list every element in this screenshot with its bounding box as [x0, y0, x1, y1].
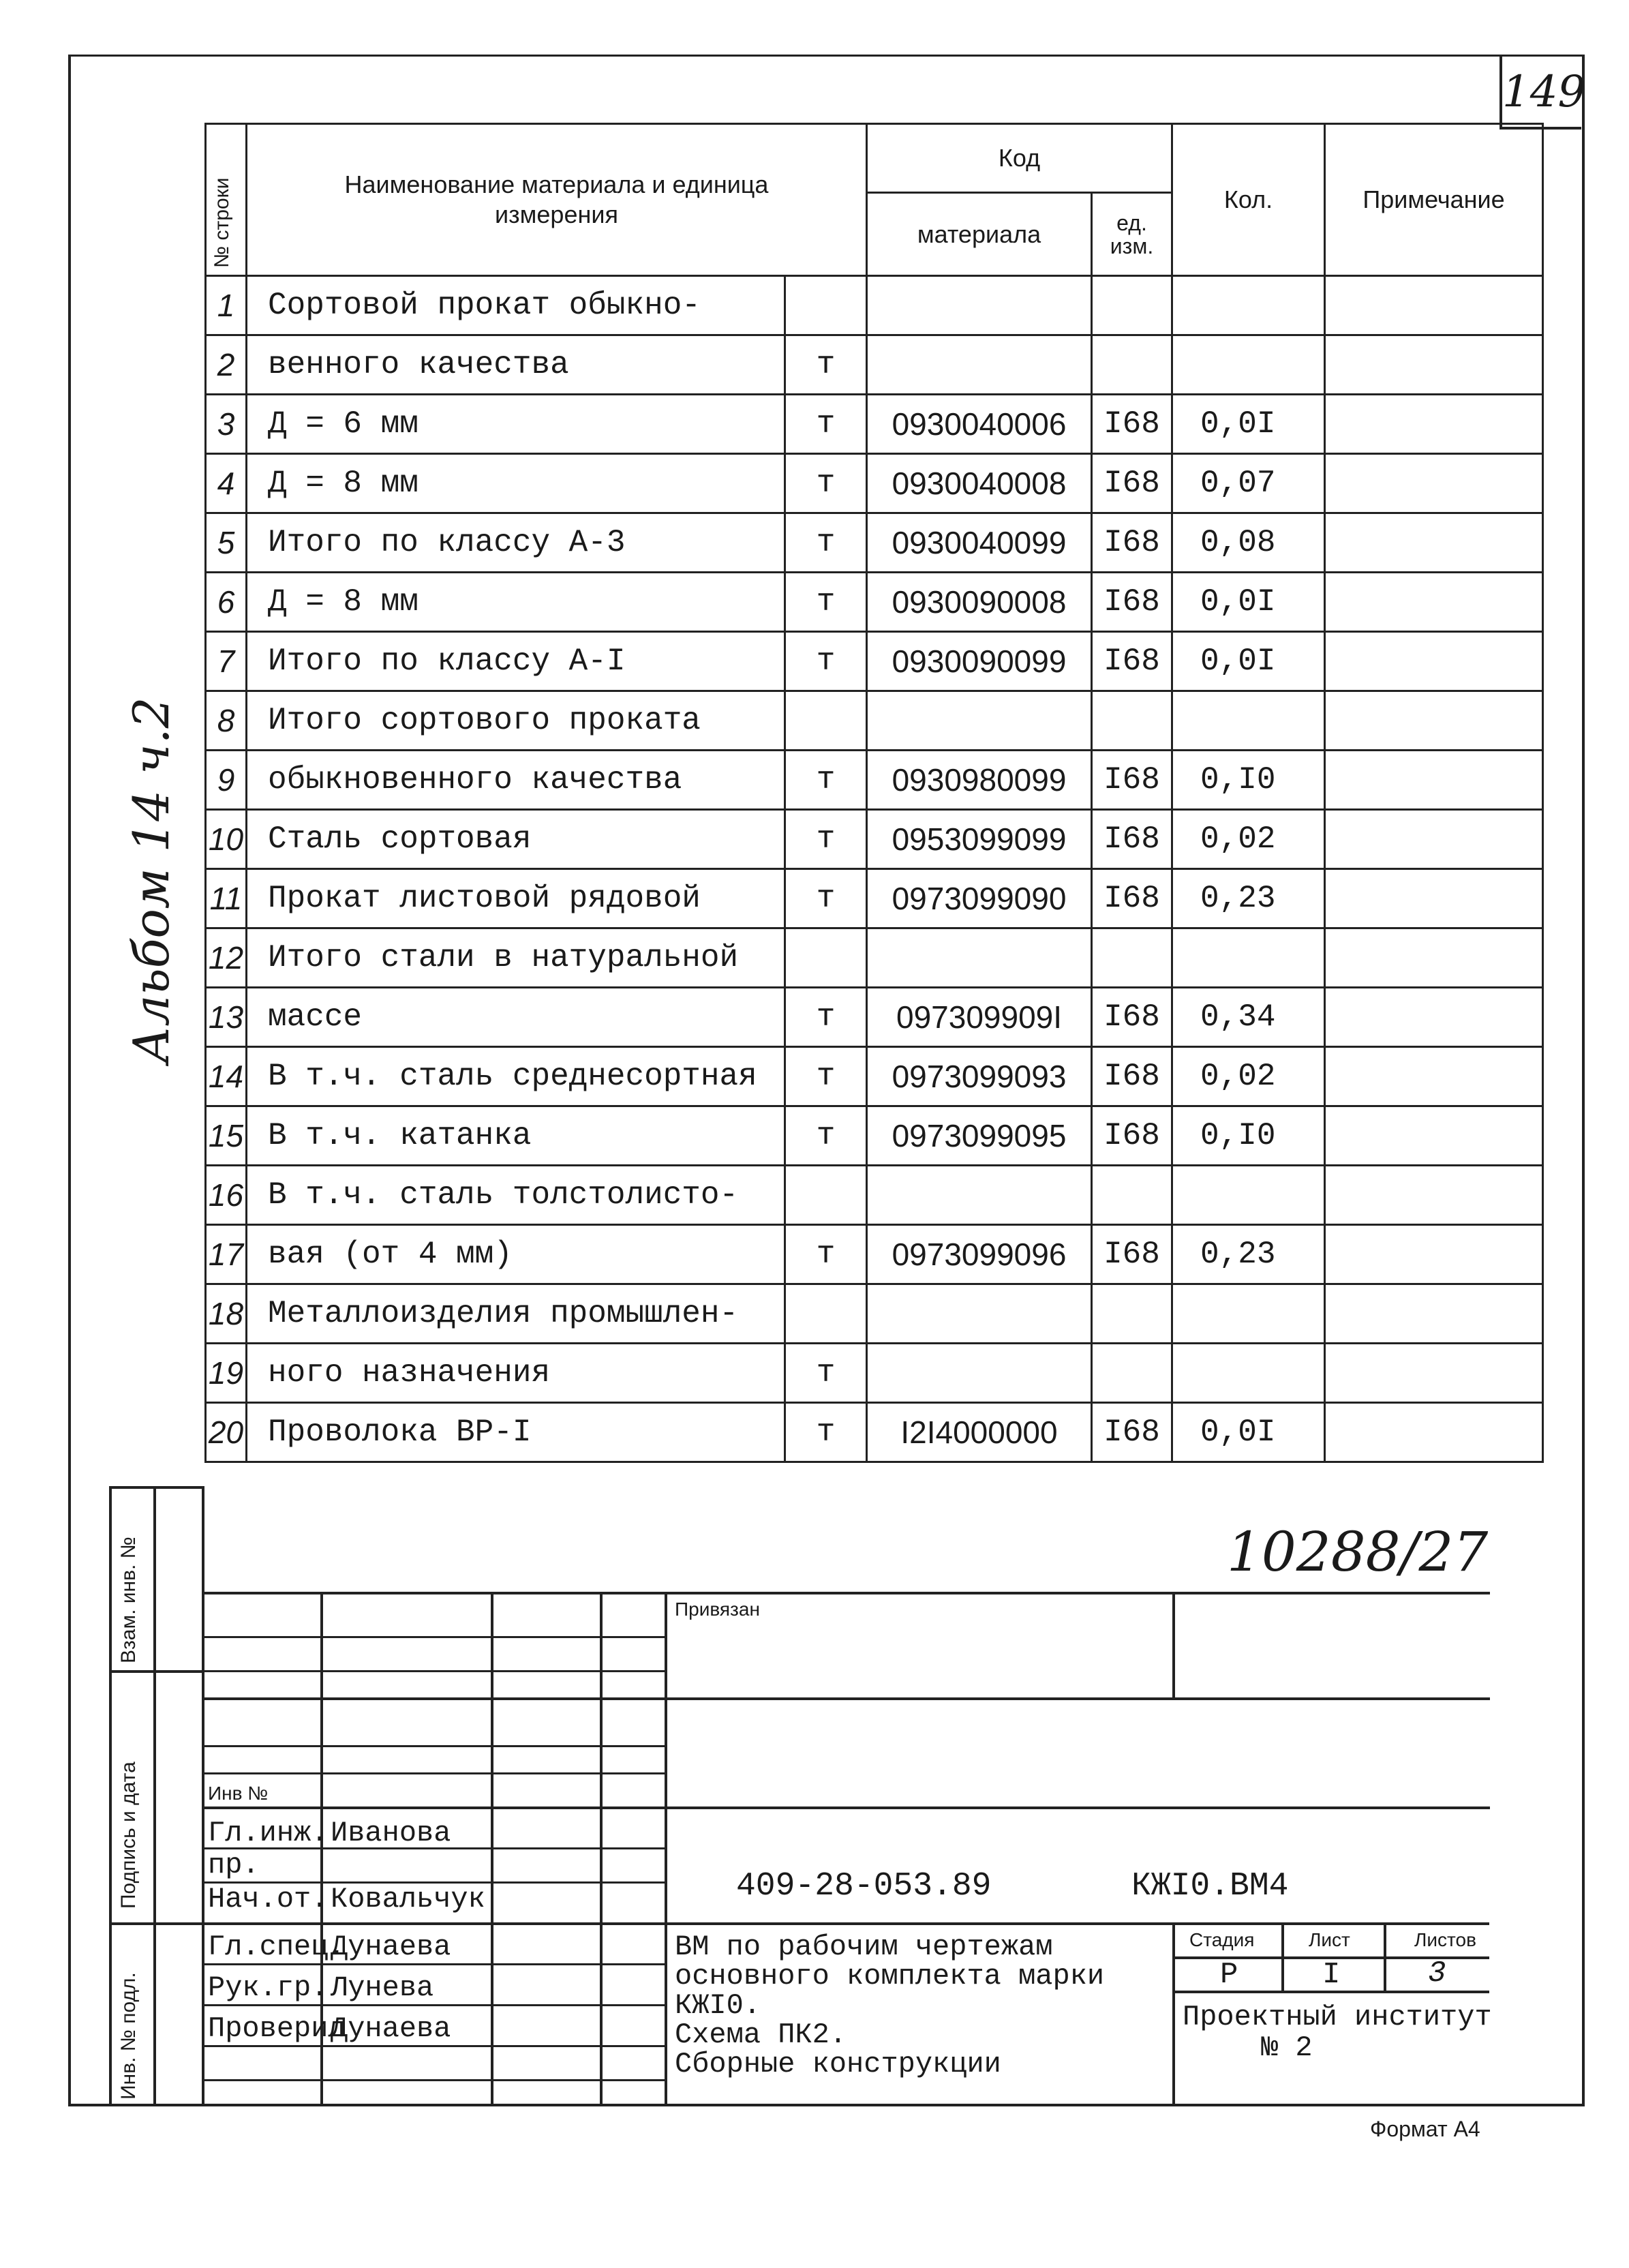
row-number: 2: [206, 335, 247, 395]
unit-code: [1092, 276, 1172, 335]
table-row: [206, 928, 1543, 988]
materials-table: [204, 123, 1544, 1463]
header-code-material: материала: [867, 193, 1092, 276]
row-number: 4: [206, 454, 247, 513]
quantity: 0,I0: [1172, 1106, 1325, 1166]
table-row: [206, 573, 1543, 632]
quantity: [1172, 276, 1325, 335]
material-name: Д = 6 мм: [247, 395, 785, 454]
signer-role: Проверил: [208, 2012, 346, 2045]
table-row: [206, 751, 1543, 810]
album-label: Альбом 14 ч.2: [123, 697, 180, 1063]
quantity: [1172, 1344, 1325, 1403]
unit-code: I68: [1092, 751, 1172, 810]
row-number: 19: [206, 1344, 247, 1403]
table-row: [206, 1403, 1543, 1462]
note: [1325, 1344, 1543, 1403]
stage-label: Стадия: [1189, 1929, 1255, 1950]
note: [1325, 513, 1543, 573]
material-code: 0973099093: [867, 1047, 1092, 1106]
unit: т: [785, 395, 867, 454]
signer-role: Гл.инж.: [208, 1817, 329, 1849]
quantity: 0,23: [1172, 869, 1325, 928]
material-name: венного качества: [247, 335, 785, 395]
material-name: Металлоизделия промышлен-: [247, 1284, 785, 1344]
quantity: [1172, 335, 1325, 395]
row-number: 7: [206, 632, 247, 691]
quantity: [1172, 1166, 1325, 1225]
quantity: [1172, 691, 1325, 751]
signer-name: Дунаева: [331, 1931, 451, 1963]
note: [1325, 1047, 1543, 1106]
material-name: Итого сортового проката: [247, 691, 785, 751]
signer-role: Рук.гр.: [208, 1971, 329, 2004]
unit-code: [1092, 691, 1172, 751]
header-qty: Кол.: [1172, 124, 1325, 276]
unit: т: [785, 1225, 867, 1284]
unit: [785, 928, 867, 988]
material-name: обыкновенного качества: [247, 751, 785, 810]
signer-name: Дунаева: [331, 2012, 451, 2045]
unit: т: [785, 1344, 867, 1403]
org-line-2: № 2: [1261, 2031, 1313, 2064]
note: [1325, 810, 1543, 869]
unit: [785, 276, 867, 335]
privyazan-label: Привязан: [675, 1599, 760, 1620]
quantity: [1172, 928, 1325, 988]
row-number: 13: [206, 988, 247, 1047]
note: [1325, 276, 1543, 335]
sheets-value: 3: [1428, 1956, 1446, 1991]
header-name: Наименование материала и единица измерения: [247, 124, 867, 276]
material-name: В т.ч. катанка: [247, 1106, 785, 1166]
unit-code: I68: [1092, 1403, 1172, 1462]
material-code: 0930980099: [867, 751, 1092, 810]
row-number: 1: [206, 276, 247, 335]
table-row: [206, 335, 1543, 395]
title-line-1: ВМ по рабочим чертежам: [675, 1931, 1053, 1963]
doc-mark: КЖI0.ВМ4: [1131, 1868, 1289, 1905]
unit: т: [785, 751, 867, 810]
quantity: 0,23: [1172, 1225, 1325, 1284]
unit: т: [785, 632, 867, 691]
unit: т: [785, 869, 867, 928]
quantity: 0,34: [1172, 988, 1325, 1047]
material-code: 0930090008: [867, 573, 1092, 632]
unit: т: [785, 454, 867, 513]
material-code: [867, 1166, 1092, 1225]
material-name: Проволока ВР-I: [247, 1403, 785, 1462]
title-line-4: Схема ПК2.: [675, 2018, 847, 2051]
row-number: 15: [206, 1106, 247, 1166]
table-row: [206, 1225, 1543, 1284]
table-row: [206, 988, 1543, 1047]
row-number: 5: [206, 513, 247, 573]
unit-code: I68: [1092, 395, 1172, 454]
note: [1325, 1106, 1543, 1166]
quantity: 0,02: [1172, 810, 1325, 869]
header-code-unit: ед. изм.: [1092, 193, 1172, 276]
title-line-3: КЖI0.: [675, 1989, 761, 2022]
material-code: [867, 1284, 1092, 1344]
table-row: [206, 1047, 1543, 1106]
material-code: [867, 928, 1092, 988]
material-code: [867, 691, 1092, 751]
material-name: массе: [247, 988, 785, 1047]
table-row: [206, 810, 1543, 869]
material-name: вая (от 4 мм): [247, 1225, 785, 1284]
material-name: Итого по классу А-3: [247, 513, 785, 573]
signer-name: Ковальчук: [331, 1883, 485, 1916]
title-line-2: основного комплекта марки: [675, 1960, 1105, 1993]
format-label: Формат А4: [1370, 2117, 1480, 2141]
material-name: Сортовой прокат обыкно-: [247, 276, 785, 335]
table-row: [206, 1284, 1543, 1344]
unit-code: [1092, 1166, 1172, 1225]
material-code: 0930040006: [867, 395, 1092, 454]
table-row: [206, 691, 1543, 751]
material-name: Сталь сортовая: [247, 810, 785, 869]
sheet-value: I: [1322, 1958, 1341, 1992]
unit-code: [1092, 335, 1172, 395]
unit: т: [785, 810, 867, 869]
table-row: [206, 869, 1543, 928]
side-label-vzam: Взам. инв. №: [117, 1537, 140, 1663]
quantity: 0,07: [1172, 454, 1325, 513]
quantity: 0,0I: [1172, 573, 1325, 632]
header-code: Код: [867, 124, 1172, 193]
unit-code: I68: [1092, 1106, 1172, 1166]
material-code: 097309909I: [867, 988, 1092, 1047]
unit-code: I68: [1092, 513, 1172, 573]
inv-no-label: Инв №: [208, 1783, 269, 1804]
sheet-label: Лист: [1309, 1929, 1350, 1950]
material-name: Д = 8 мм: [247, 573, 785, 632]
quantity: 0,0I: [1172, 395, 1325, 454]
doc-code: 409-28-053.89: [736, 1868, 992, 1905]
handwritten-number: 10288/27: [1227, 1520, 1489, 1584]
row-number: 3: [206, 395, 247, 454]
material-code: [867, 335, 1092, 395]
row-number: 10: [206, 810, 247, 869]
stage-value: Р: [1220, 1958, 1238, 1992]
table-row: [206, 513, 1543, 573]
material-code: [867, 1344, 1092, 1403]
org-line-1: Проектный институт: [1183, 2001, 1492, 2033]
header-note: Примечание: [1325, 124, 1543, 276]
note: [1325, 691, 1543, 751]
unit-code: I68: [1092, 1047, 1172, 1106]
signer-role: Нач.от.: [208, 1883, 329, 1916]
material-name: В т.ч. сталь толстолисто-: [247, 1166, 785, 1225]
unit: т: [785, 513, 867, 573]
note: [1325, 335, 1543, 395]
signer-role: пр.: [208, 1849, 260, 1881]
unit-code: [1092, 1344, 1172, 1403]
table-row: [206, 1106, 1543, 1166]
material-name: Прокат листовой рядовой: [247, 869, 785, 928]
signer-name: Иванова: [331, 1817, 451, 1849]
row-number: 16: [206, 1166, 247, 1225]
material-code: 0930040099: [867, 513, 1092, 573]
page-number: 149: [1499, 55, 1581, 130]
row-number: 11: [206, 869, 247, 928]
row-number: 20: [206, 1403, 247, 1462]
note: [1325, 1284, 1543, 1344]
unit: [785, 1166, 867, 1225]
table-row: [206, 395, 1543, 454]
note: [1325, 1225, 1543, 1284]
material-code: 0973099095: [867, 1106, 1092, 1166]
unit: т: [785, 335, 867, 395]
note: [1325, 632, 1543, 691]
side-label-inv-podl: Инв. № подл.: [117, 1972, 140, 2100]
material-name: В т.ч. сталь среднесортная: [247, 1047, 785, 1106]
note: [1325, 1166, 1543, 1225]
unit-code: I68: [1092, 869, 1172, 928]
unit-code: I68: [1092, 988, 1172, 1047]
row-number: 12: [206, 928, 247, 988]
table-row: [206, 454, 1543, 513]
unit-code: I68: [1092, 573, 1172, 632]
material-code: 0973099096: [867, 1225, 1092, 1284]
material-name: Итого по классу А-I: [247, 632, 785, 691]
note: [1325, 928, 1543, 988]
material-name: Итого стали в натуральной: [247, 928, 785, 988]
note: [1325, 1403, 1543, 1462]
signer-name: Лунева: [331, 1971, 434, 2004]
row-number: 9: [206, 751, 247, 810]
unit-code: I68: [1092, 1225, 1172, 1284]
note: [1325, 454, 1543, 513]
quantity: 0,0I: [1172, 1403, 1325, 1462]
note: [1325, 573, 1543, 632]
side-label-podpis: Подпись и дата: [117, 1762, 140, 1909]
quantity: [1172, 1284, 1325, 1344]
unit-code: I68: [1092, 632, 1172, 691]
unit-code: [1092, 928, 1172, 988]
unit: т: [785, 573, 867, 632]
title-line-5: Сборные конструкции: [675, 2048, 1001, 2081]
note: [1325, 751, 1543, 810]
unit: т: [785, 1403, 867, 1462]
unit: т: [785, 1047, 867, 1106]
unit-code: I68: [1092, 810, 1172, 869]
row-number: 14: [206, 1047, 247, 1106]
unit-code: I68: [1092, 454, 1172, 513]
material-name: ного назначения: [247, 1344, 785, 1403]
row-number: 8: [206, 691, 247, 751]
unit: [785, 691, 867, 751]
signer-role: Гл.спец.: [208, 1931, 346, 1963]
material-code: 0953099099: [867, 810, 1092, 869]
table-row: [206, 1166, 1543, 1225]
unit: т: [785, 988, 867, 1047]
material-code: [867, 276, 1092, 335]
note: [1325, 988, 1543, 1047]
header-row-no: № строки: [206, 124, 247, 276]
sheets-label: Листов: [1414, 1929, 1476, 1950]
table-row: [206, 1344, 1543, 1403]
material-code: I2I4000000: [867, 1403, 1092, 1462]
note: [1325, 869, 1543, 928]
material-code: 0973099090: [867, 869, 1092, 928]
row-number: 6: [206, 573, 247, 632]
material-code: 0930040008: [867, 454, 1092, 513]
material-name: Д = 8 мм: [247, 454, 785, 513]
table-row: [206, 632, 1543, 691]
material-code: 0930090099: [867, 632, 1092, 691]
quantity: 0,0I: [1172, 632, 1325, 691]
unit: т: [785, 1106, 867, 1166]
row-number: 17: [206, 1225, 247, 1284]
unit-code: [1092, 1284, 1172, 1344]
quantity: 0,08: [1172, 513, 1325, 573]
table-row: [206, 276, 1543, 335]
note: [1325, 395, 1543, 454]
unit: [785, 1284, 867, 1344]
row-number: 18: [206, 1284, 247, 1344]
quantity: 0,02: [1172, 1047, 1325, 1106]
quantity: 0,I0: [1172, 751, 1325, 810]
